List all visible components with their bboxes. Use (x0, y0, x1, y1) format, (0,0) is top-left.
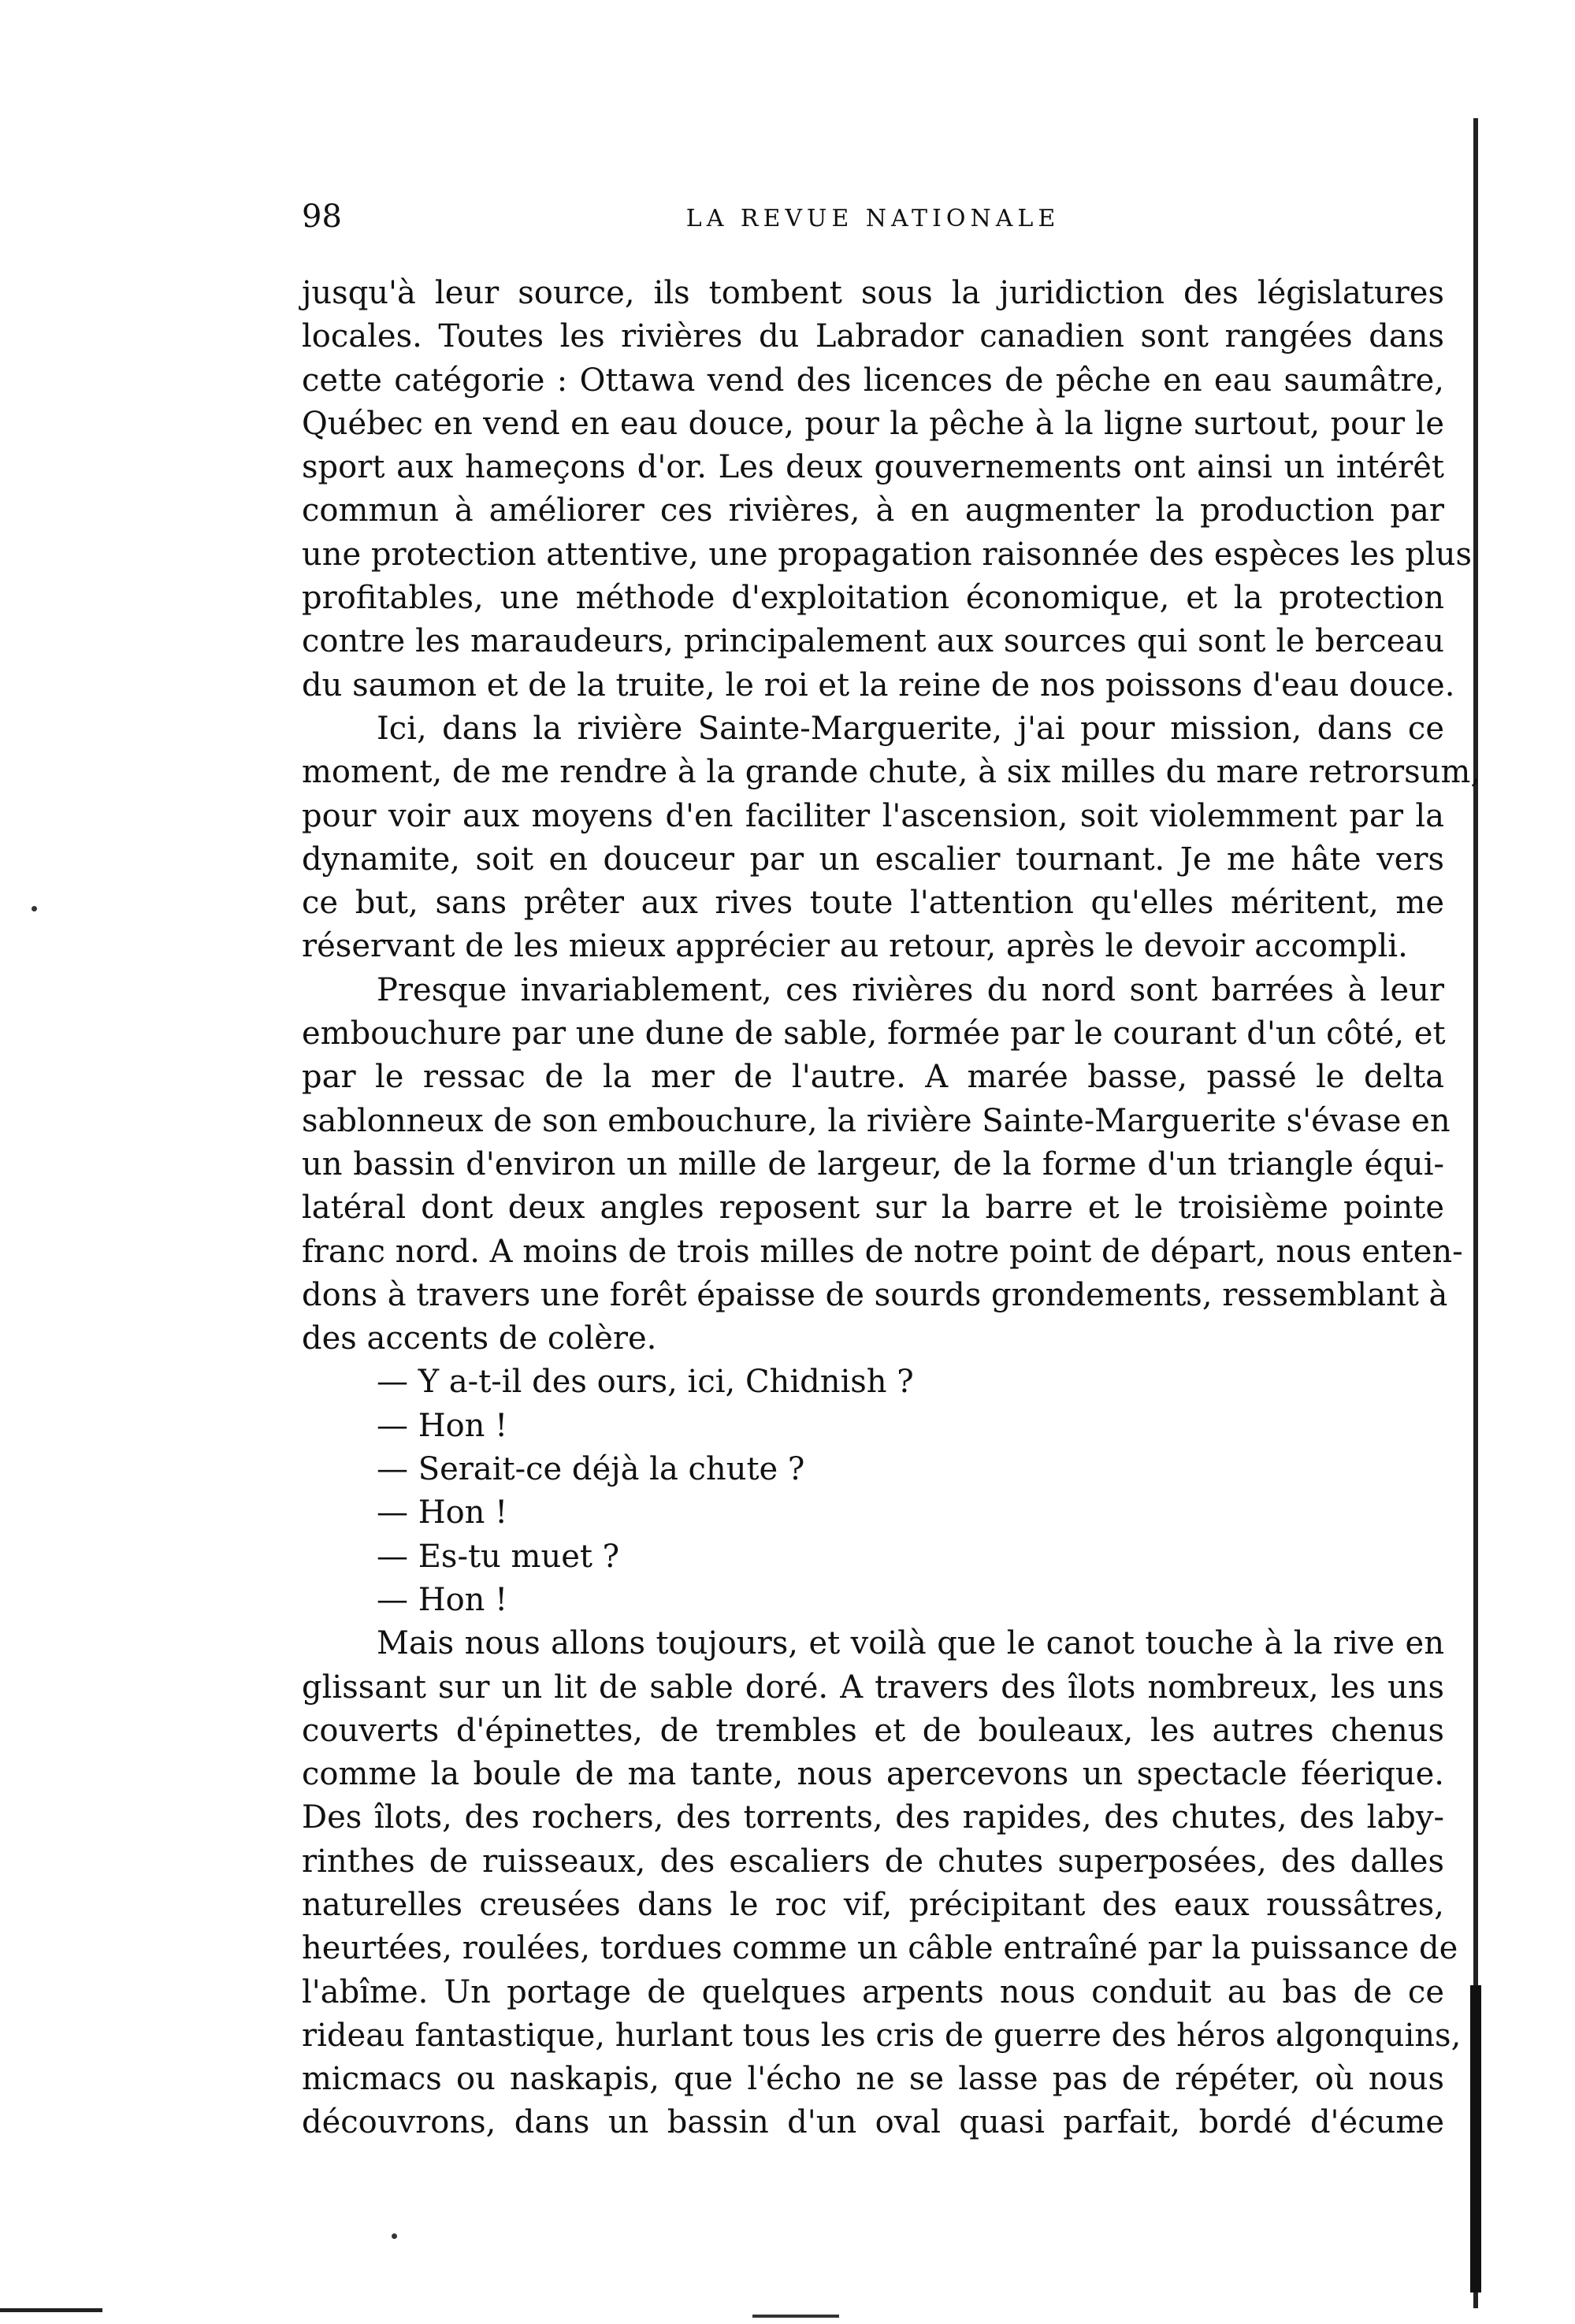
text-line: — Y a-t-il des ours, ici, Chidnish ? (377, 1364, 914, 1401)
text-line: par le ressac de la mer de l'autre. A marée basse, passé le delta (302, 1059, 1444, 1096)
scan-edge-mark (752, 2315, 839, 2318)
text-line: — Serait-ce déjà la chute ? (377, 1451, 805, 1488)
text-line: sport aux hameçons d'or. Les deux gouvernements ont ainsi un intérêt (302, 449, 1444, 486)
text-line: pour voir aux moyens d'en faciliter l'ascension, soit violemment par la (302, 797, 1444, 834)
text-line: — Hon ! (377, 1407, 508, 1444)
text-line: latéral dont deux angles reposent sur la barre et le troisième pointe (302, 1190, 1444, 1227)
text-line: l'abîme. Un portage de quelques arpents nous conduit au bas de ce (302, 1973, 1444, 2010)
text-line: comme la boule de ma tante, nous apercevons un spectacle féerique. (302, 1756, 1444, 1793)
text-line: — Hon ! (377, 1494, 508, 1531)
text-line: embouchure par une dune de sable, formée par le courant d'un côté, et (302, 1015, 1446, 1052)
text-line: glissant sur un lit de sable doré. A travers des îlots nombreux, les uns (302, 1669, 1444, 1706)
text-line: des accents de colère. (302, 1320, 657, 1357)
text-line: Ici, dans la rivière Sainte-Marguerite, j'ai pour mission, dans ce (377, 710, 1444, 747)
text-line: Mais nous allons toujours, et voilà que le canot touche à la rive en (377, 1625, 1444, 1662)
text-line: moment, de me rendre à la grande chute, à six milles du mare retrorsum, (302, 754, 1481, 791)
text-line: franc nord. A moins de trois milles de notre point de départ, nous enten- (302, 1233, 1463, 1270)
text-line: — Es-tu muet ? (377, 1538, 620, 1575)
text-line: naturelles creusées dans le roc vif, précipitant des eaux roussâtres, (302, 1886, 1444, 1923)
text-line: dynamite, soit en douceur par un escalier tournant. Je me hâte vers (302, 841, 1444, 878)
text-line: réservant de les mieux apprécier au retour, après le devoir accompli. (302, 928, 1408, 965)
text-line: dons à travers une forêt épaisse de sourds grondements, ressemblant à (302, 1276, 1448, 1313)
text-line: profitables, une méthode d'exploitation économique, et la protection (302, 580, 1444, 617)
text-line: sablonneux de son embouchure, la rivière Sainte-Marguerite s'évase en (302, 1102, 1451, 1139)
text-line: Presque invariablement, ces rivières du nord sont barrées à leur (377, 971, 1444, 1008)
text-line: heurtées, roulées, tordues comme un câble entraîné par la puissance de (302, 1930, 1458, 1967)
page-number: 98 (302, 199, 342, 235)
text-line: Des îlots, des rochers, des torrents, des rapides, des chutes, des laby- (302, 1799, 1444, 1836)
text-line: une protection attentive, une propagation raisonnée des espèces les plus (302, 536, 1472, 573)
text-line: locales. Toutes les rivières du Labrador canadien sont rangées dans (302, 318, 1444, 355)
text-line: rinthes de ruisseaux, des escaliers de chutes superposées, des dalles (302, 1843, 1444, 1880)
page-header (302, 197, 1444, 252)
text-line: découvrons, dans un bassin d'un oval quasi parfait, bordé d'écume (302, 2104, 1444, 2141)
text-line: — Hon ! (377, 1581, 508, 1618)
page-edge-shadow (1473, 118, 1478, 2308)
text-line: un bassin d'environ un mille de largeur, de la forme d'un triangle équi- (302, 1145, 1444, 1182)
running-title: LA REVUE NATIONALE (685, 205, 1061, 232)
text-line: micmacs ou naskapis, que l'écho ne se lasse pas de répéter, où nous (302, 2061, 1444, 2098)
scan-speck (32, 906, 37, 911)
text-line: jusqu'à leur source, ils tombent sous la juridiction des législatures (302, 275, 1444, 311)
text-line: ce but, sans prêter aux rives toute l'attention qu'elles méritent, me (302, 885, 1444, 922)
text-line: du saumon et de la truite, le roi et la reine de nos poissons d'eau douce. (302, 666, 1455, 704)
scan-speck (392, 2233, 397, 2239)
scan-edge-mark (0, 2308, 102, 2312)
page-edge-shadow (1470, 1985, 1481, 2292)
text-line: contre les maraudeurs, principalement aux sources qui sont le berceau (302, 623, 1444, 660)
text-line: Québec en vend en eau douce, pour la pêche à la ligne surtout, pour le (302, 405, 1444, 442)
text-line: couverts d'épinettes, de trembles et de bouleaux, les autres chenus (302, 1712, 1444, 1749)
body-text (302, 272, 1481, 2145)
text-line: commun à améliorer ces rivières, à en augmenter la production par (302, 492, 1444, 529)
text-line: cette catégorie : Ottawa vend des licences de pêche en eau saumâtre, (302, 362, 1444, 399)
text-line: rideau fantastique, hurlant tous les cris de guerre des héros algonquins, (302, 2017, 1462, 2054)
